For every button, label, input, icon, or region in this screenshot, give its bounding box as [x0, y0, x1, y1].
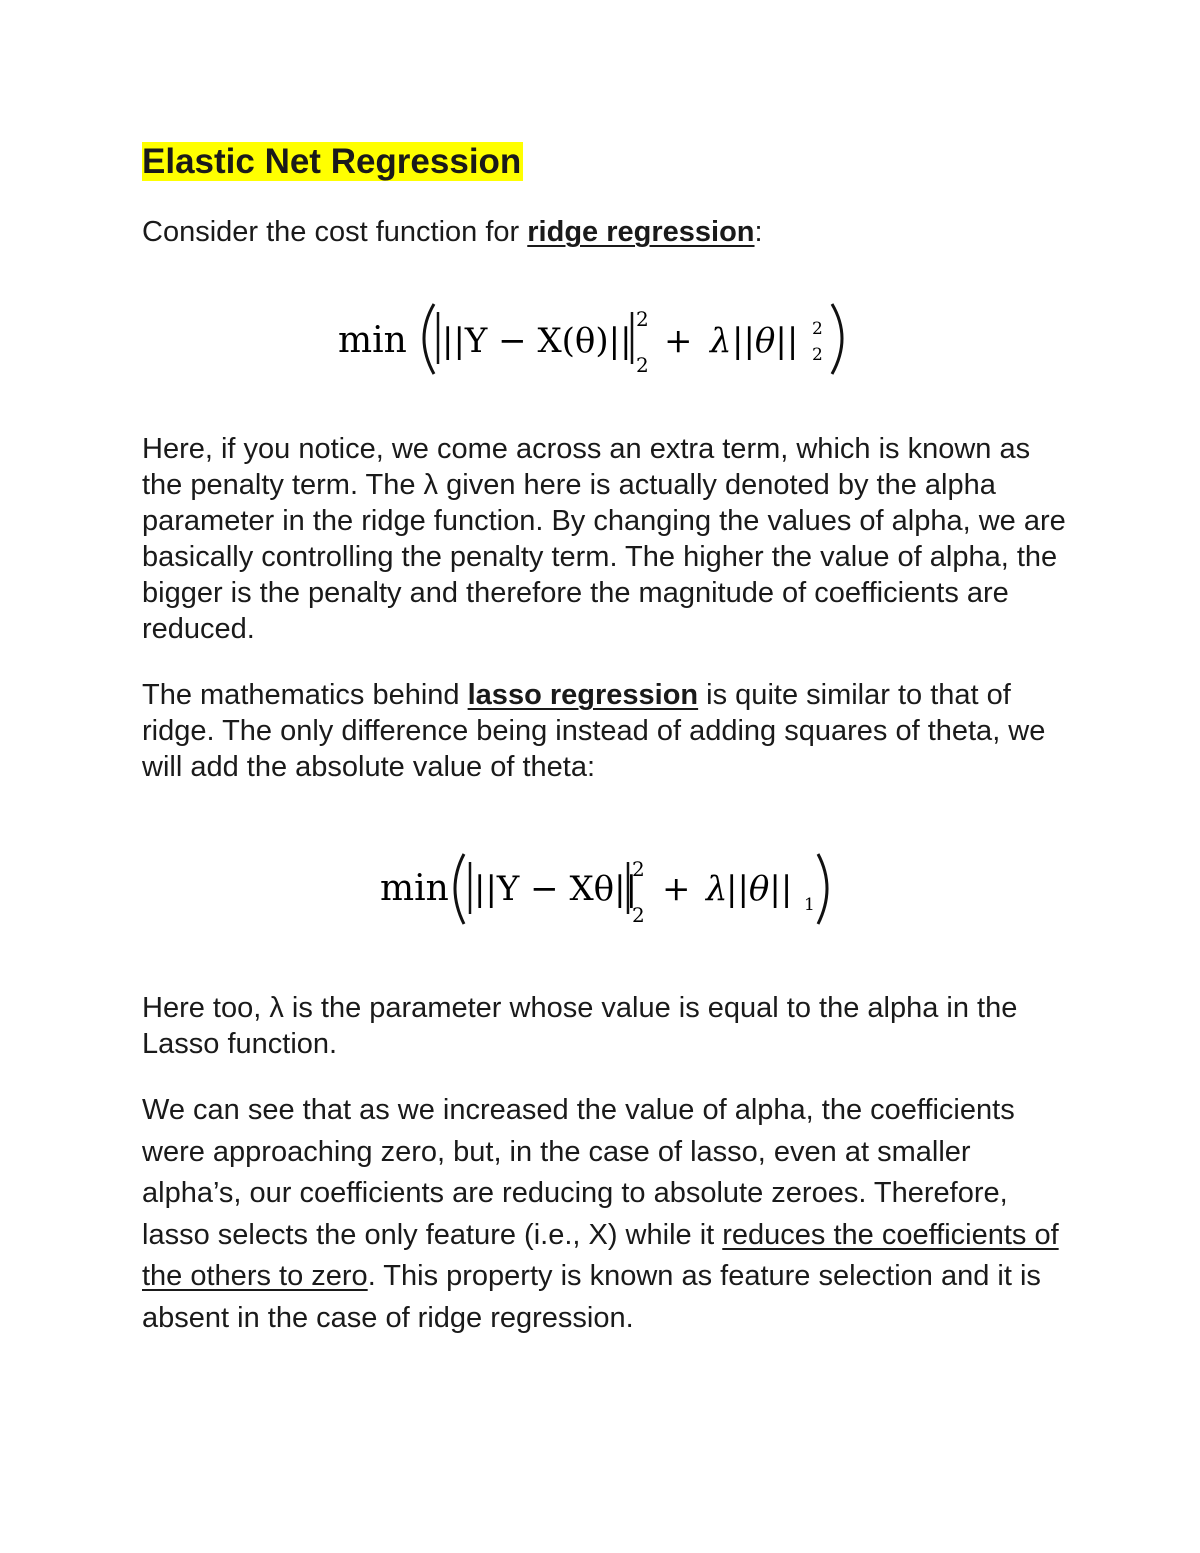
ridge-theta-superscript: 2 — [812, 319, 823, 339]
ridge-regression-link[interactable]: ridge regression — [527, 216, 755, 248]
ridge-lambda: λ — [710, 321, 732, 361]
ridge-cost-formula — [338, 298, 858, 384]
lasso-lambda: λ — [706, 869, 728, 909]
ridge-plus: + — [664, 321, 693, 361]
ridge-right-paren — [832, 304, 842, 374]
lasso-text-before: The mathematics behind — [142, 679, 468, 711]
lasso-norm-subscript: 2 — [632, 903, 645, 927]
lambda-paragraph: Here too, λ is the parameter whose value is equal to the alpha in the Lasso function. — [142, 992, 1018, 1060]
ridge-theta-norm: ||θ|| — [732, 321, 799, 361]
lasso-text-after: is quite similar to that of ridge. The only difference being instead of adding squares of theta, we will add the absolute value of theta: — [142, 679, 1046, 783]
reduces-coefficients-link[interactable]: reduces the coefficients of the others to zero — [142, 1218, 1059, 1292]
lasso-cost-formula — [380, 848, 840, 934]
lasso-theta-norm: ||θ|| — [726, 869, 793, 909]
feature-text-before: We can see that as we increased the value of alpha, the coefficients were approaching zero, but, in the case of lasso, even at smaller alpha’s, our coefficients are reducing to absolute zeroes. Therefore, lasso selects the only feature (i.e., X) while it — [142, 1094, 1015, 1251]
lasso-theta-subscript: 1 — [804, 895, 815, 915]
penalty-paragraph: Here, if you notice, we come across an extra term, which is known as the penalty term. The λ given here is actually denoted by the alpha parameter in the ridge function. By changing the values of alpha, we are basically controlling the penalty term. The higher the value of alpha, the bigger is the penalty and therefore the magnitude of coefficients are reduced. — [142, 433, 1066, 645]
lasso-paragraph — [142, 677, 1072, 785]
document-title — [142, 140, 523, 184]
intro-colon: : — [754, 216, 763, 248]
lasso-norm-superscript: 2 — [632, 857, 645, 881]
feature-selection-paragraph — [142, 1090, 1072, 1339]
lasso-plus: + — [662, 869, 691, 909]
lasso-min-label: min — [380, 868, 449, 909]
lasso-norm-body: ||Y − Xθ|| — [474, 869, 638, 909]
intro-text: Consider the cost function for — [142, 216, 528, 248]
ridge-left-paren — [424, 304, 434, 374]
ridge-theta-subscript: 2 — [812, 345, 823, 365]
lasso-regression-link[interactable]: lasso regression — [467, 679, 699, 711]
title-highlight: Elastic Net Regression — [142, 142, 522, 181]
ridge-norm-superscript: 2 — [636, 307, 649, 331]
feature-text-after: . This property is known as feature selection and it is absent in the case of ridge regression. — [142, 1260, 1041, 1334]
lasso-right-paren — [818, 854, 827, 924]
ridge-norm-body: ||Y − X(θ)|| — [442, 321, 632, 361]
ridge-min-label: min — [338, 320, 407, 361]
intro-paragraph — [142, 214, 1072, 250]
ridge-norm-subscript: 2 — [636, 353, 649, 377]
lasso-left-paren — [455, 854, 464, 924]
